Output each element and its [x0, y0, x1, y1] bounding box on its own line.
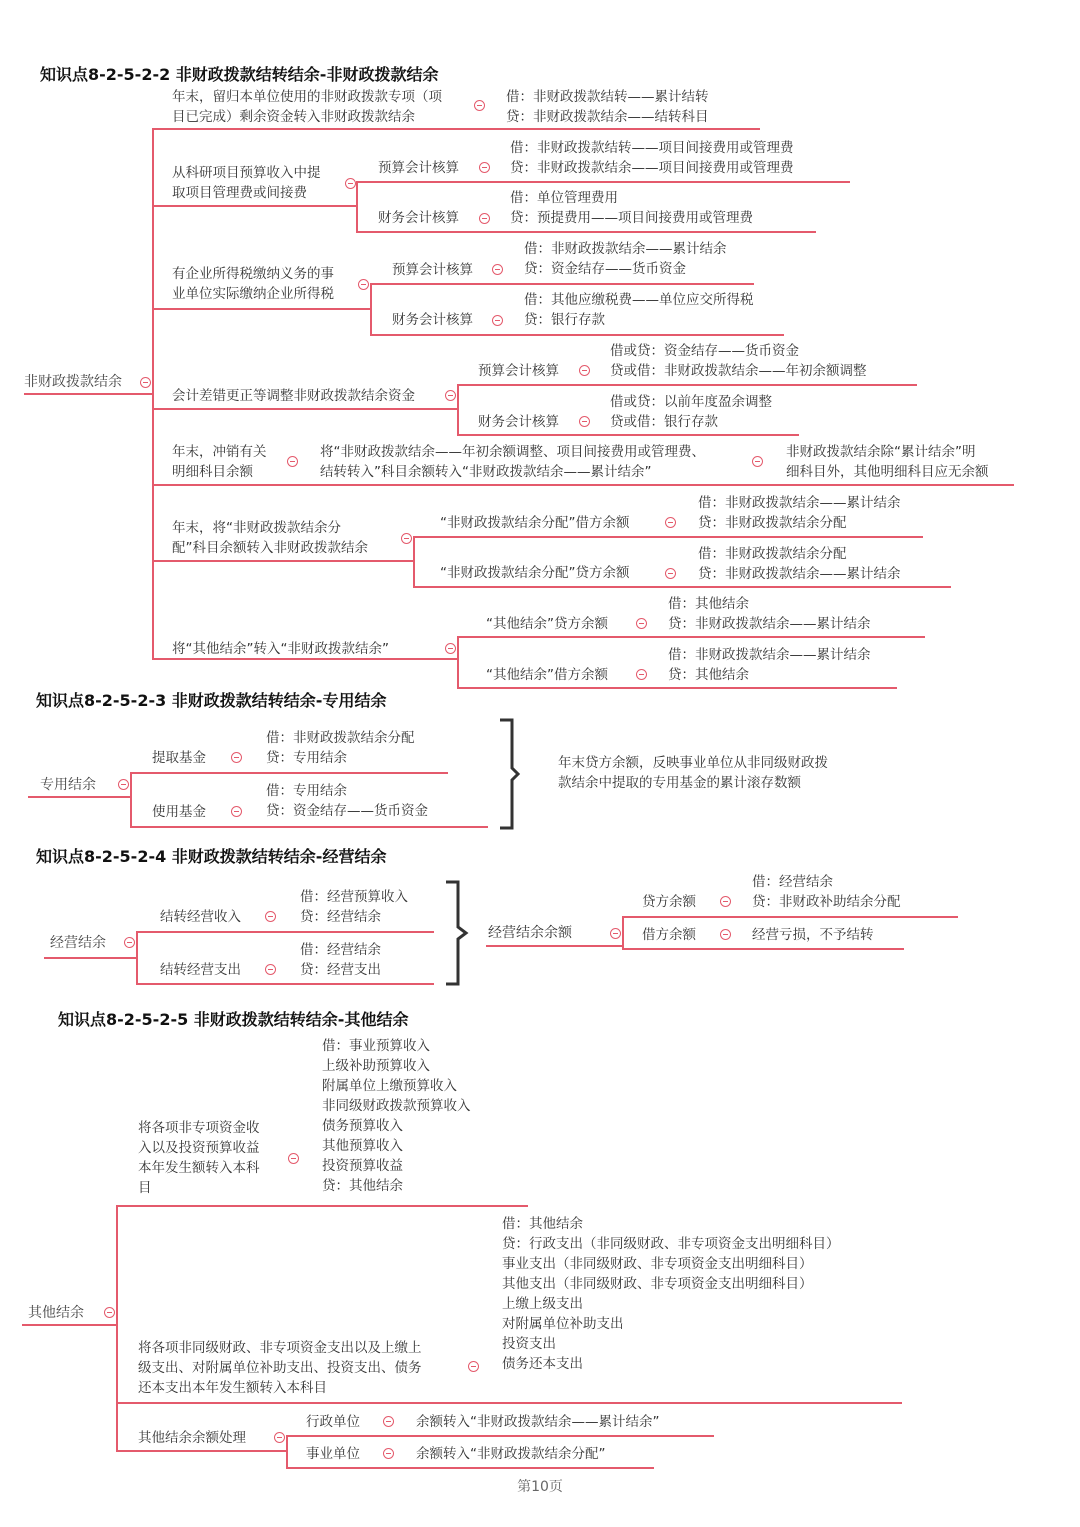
root-node-special-surplus: 专用结余 [40, 777, 96, 793]
collapse-icon[interactable] [579, 365, 590, 376]
collapse-icon[interactable] [445, 643, 456, 654]
branch-label: 提取基金 [152, 750, 206, 766]
collapse-icon[interactable] [474, 100, 485, 111]
connector-line [152, 128, 154, 658]
connector-line [457, 384, 459, 436]
journal-entry: 借：经营预算收入 贷：经营结余 [300, 889, 408, 925]
journal-entry: 余额转入“非财政拨款结余——累计结余” [416, 1414, 660, 1430]
connector-line [152, 658, 458, 660]
journal-entry: 借或贷：资金结存——货币资金 贷或借：非财政拨款结余——年初余额调整 [610, 343, 867, 379]
journal-entry: 借：非财政拨款结转——累计结转 贷：非财政拨款结余——结转科目 [506, 89, 709, 125]
curly-brace [444, 880, 472, 986]
collapse-icon[interactable] [720, 929, 731, 940]
connector-line [152, 128, 760, 130]
collapse-icon[interactable] [665, 568, 676, 579]
connector-line [116, 1205, 528, 1207]
collapse-icon[interactable] [140, 377, 151, 388]
collapse-icon[interactable] [265, 964, 276, 975]
sub-label: 预算会计核算 [478, 363, 559, 379]
connector-line [28, 796, 132, 798]
connector-line [136, 932, 138, 984]
connector-line [457, 384, 917, 386]
connector-line [286, 1435, 714, 1437]
balance-label: 经营结余余额 [488, 925, 572, 941]
branch-label: 将“其他结余”转入“非财政拨款结余” [172, 641, 389, 657]
branch-label: 将各项非同级财政、非专项资金支出以及上缴上 级支出、对附属单位补助支出、投资支出、债务 还本支出本年发生额转入本科目 [138, 1340, 422, 1396]
connector-line [116, 1450, 288, 1452]
section-title-operating-surplus: 知识点8-2-5-2-4 非财政拨款结转结余-经营结余 [36, 847, 387, 866]
connector-line [44, 957, 138, 959]
summary-note: 年末贷方余额，反映事业单位从非同级财政拨 款结余中提取的专用基金的累计滚存数额 [558, 755, 828, 791]
connector-line [152, 408, 458, 410]
connector-line [130, 772, 132, 827]
collapse-icon[interactable] [610, 928, 621, 939]
connector-line [22, 1324, 118, 1326]
collapse-icon[interactable] [665, 517, 676, 528]
journal-entry: 经营亏损，不予结转 [752, 927, 874, 943]
collapse-icon[interactable] [274, 1432, 285, 1443]
section-title-non-fiscal-surplus: 知识点8-2-5-2-2 非财政拨款结转结余-非财政拨款结余 [40, 65, 439, 84]
collapse-icon[interactable] [479, 213, 490, 224]
sub-label: “非财政拨款结余分配”借方余额 [440, 515, 630, 531]
sub-label: 行政单位 [306, 1414, 360, 1430]
journal-entry: 借：非财政拨款结余分配 贷：非财政拨款结余——累计结余 [698, 546, 901, 582]
connector-line [356, 231, 816, 233]
connector-line [356, 181, 358, 231]
collapse-icon[interactable] [492, 264, 503, 275]
sub-label: 事业单位 [306, 1446, 360, 1462]
section-title-special-surplus: 知识点8-2-5-2-3 非财政拨款结转结余-专用结余 [36, 691, 387, 710]
journal-entry: 借：非财政拨款结余——累计结余 贷：其他结余 [668, 647, 871, 683]
branch-label: 从科研项目预算收入中提 取项目管理费或间接费 [172, 165, 321, 201]
collapse-icon[interactable] [288, 1153, 299, 1164]
connector-line [370, 334, 784, 336]
sub-label: 预算会计核算 [378, 160, 459, 176]
collapse-icon[interactable] [579, 416, 590, 427]
root-node-operating-surplus: 经营结余 [50, 935, 106, 951]
connector-line [152, 560, 414, 562]
collapse-icon[interactable] [636, 669, 647, 680]
journal-entry: 借：经营结余 贷：非财政补助结余分配 [752, 874, 901, 910]
connector-line [116, 1205, 118, 1450]
branch-label: 会计差错更正等调整非财政拨款结余资金 [172, 388, 415, 404]
section-title-other-surplus: 知识点8-2-5-2-5 非财政拨款结转结余-其他结余 [58, 1010, 409, 1029]
collapse-icon[interactable] [468, 1361, 479, 1372]
connector-line [24, 393, 152, 395]
journal-entry: 借：非财政拨款结转——项目间接费用或管理费 贷：非财政拨款结余——项目间接费用或管理费 [510, 140, 794, 176]
root-node-non-fiscal-surplus: 非财政拨款结余 [24, 374, 122, 390]
connector-line [457, 636, 925, 638]
connector-line [152, 308, 372, 310]
collapse-icon[interactable] [358, 279, 369, 290]
connector-line [152, 205, 357, 207]
collapse-icon[interactable] [118, 779, 129, 790]
collapse-icon[interactable] [479, 162, 490, 173]
connector-line [136, 983, 434, 985]
connector-line [136, 931, 434, 933]
connector-line [457, 687, 897, 689]
journal-entry: 余额转入“非财政拨款结余分配” [416, 1446, 606, 1462]
sub-label: “非财政拨款结余分配”贷方余额 [440, 565, 630, 581]
branch-description: 将“非财政拨款结余——年初余额调整、项目间接费用或管理费、 结转转入”科目余额转入“非财政拨款结余——累计结余” [320, 444, 705, 480]
collapse-icon[interactable] [752, 456, 763, 467]
journal-entry: 借：事业预算收入 上级补助预算收入 附属单位上缴预算收入 非同级财政拨款预算收入 债务预算收入 其他预算收入 投资预算收益 贷：其他结余 [322, 1038, 471, 1194]
collapse-icon[interactable] [492, 315, 503, 326]
connector-line [413, 536, 923, 538]
branch-label: 其他结余余额处理 [138, 1430, 246, 1446]
journal-entry: 非财政拨款结余除“累计结余”明 细科目外，其他明细科目应无余额 [786, 444, 989, 480]
branch-label: 使用基金 [152, 804, 206, 820]
collapse-icon[interactable] [383, 1416, 394, 1427]
collapse-icon[interactable] [401, 533, 412, 544]
collapse-icon[interactable] [345, 178, 356, 189]
branch-label: 年末，将“非财政拨款结余分 配”科目余额转入非财政拨款结余 [172, 520, 368, 556]
collapse-icon[interactable] [636, 618, 647, 629]
curly-brace [498, 718, 522, 830]
sub-label: 预算会计核算 [392, 262, 473, 278]
connector-line [152, 484, 1014, 486]
collapse-icon[interactable] [104, 1307, 115, 1318]
connector-line [286, 1467, 654, 1469]
connector-line [622, 918, 624, 948]
collapse-icon[interactable] [720, 896, 731, 907]
sub-label: 财务会计核算 [378, 210, 459, 226]
sub-label: 财务会计核算 [478, 414, 559, 430]
journal-entry: 借：非财政拨款结余——累计结余 贷：资金结存——货币资金 [524, 241, 727, 277]
connector-line [130, 772, 448, 774]
journal-entry: 借：其他结余 贷：非财政拨款结余——累计结余 [668, 596, 871, 632]
branch-label: 年末，冲销有关 明细科目余额 [172, 444, 267, 480]
page-number: 第10页 [517, 1479, 563, 1495]
collapse-icon[interactable] [231, 806, 242, 817]
branch-label: 年末，留归本单位使用的非财政拨款专项（项 目已完成）剩余资金转入非财政拨款结余 [172, 89, 442, 125]
journal-entry: 借：单位管理费用 贷：预提费用——项目间接费用或管理费 [510, 190, 753, 226]
journal-entry: 借：经营结余 贷：经营支出 [300, 942, 381, 978]
connector-line [413, 536, 415, 586]
connector-line [370, 283, 754, 285]
branch-label: 将各项非专项资金收 入以及投资预算收益 本年发生额转入本科 目 [138, 1120, 260, 1196]
journal-entry: 借：非财政拨款结余分配 贷：专用结余 [266, 730, 415, 766]
collapse-icon[interactable] [231, 752, 242, 763]
connector-line [370, 283, 372, 335]
sub-label: “其他结余”贷方余额 [486, 616, 608, 632]
branch-label: 结转经营收入 [160, 909, 241, 925]
journal-entry: 借：非财政拨款结余——累计结余 贷：非财政拨款结余分配 [698, 495, 901, 531]
journal-entry: 借：其他应缴税费——单位应交所得税 贷：银行存款 [524, 292, 754, 328]
collapse-icon[interactable] [124, 937, 135, 948]
branch-label: 贷方余额 [642, 894, 696, 910]
journal-entry: 借：专用结余 贷：资金结存——货币资金 [266, 783, 428, 819]
connector-line [116, 1402, 902, 1404]
connector-line [457, 434, 799, 436]
branch-label: 结转经营支出 [160, 962, 241, 978]
collapse-icon[interactable] [265, 911, 276, 922]
collapse-icon[interactable] [445, 390, 456, 401]
connector-line [457, 636, 459, 688]
connector-line [413, 586, 951, 588]
connector-line [622, 948, 904, 950]
sub-label: 财务会计核算 [392, 312, 473, 328]
root-node-other-surplus: 其他结余 [28, 1305, 84, 1321]
branch-label: 有企业所得税缴纳义务的事 业单位实际缴纳企业所得税 [172, 266, 334, 302]
connector-line [130, 826, 488, 828]
journal-entry: 借：其他结余 贷：行政支出（非同级财政、非专项资金支出明细科目） 事业支出（非同级财政、非专项资金支出明细科目） 其他支出（非同级财政、非专项资金支出明细科目） 上缴上级支出 对附属单位补助支出 投资支出 债务还本支出 [502, 1216, 840, 1372]
collapse-icon[interactable] [383, 1448, 394, 1459]
collapse-icon[interactable] [287, 456, 298, 467]
connector-line [286, 1436, 288, 1469]
journal-entry: 借或贷：以前年度盈余调整 贷或借：银行存款 [610, 394, 772, 430]
sub-label: “其他结余”借方余额 [486, 667, 608, 683]
connector-line [622, 916, 958, 918]
connector-line [356, 181, 850, 183]
branch-label: 借方余额 [642, 927, 696, 943]
connector-line [486, 945, 622, 947]
